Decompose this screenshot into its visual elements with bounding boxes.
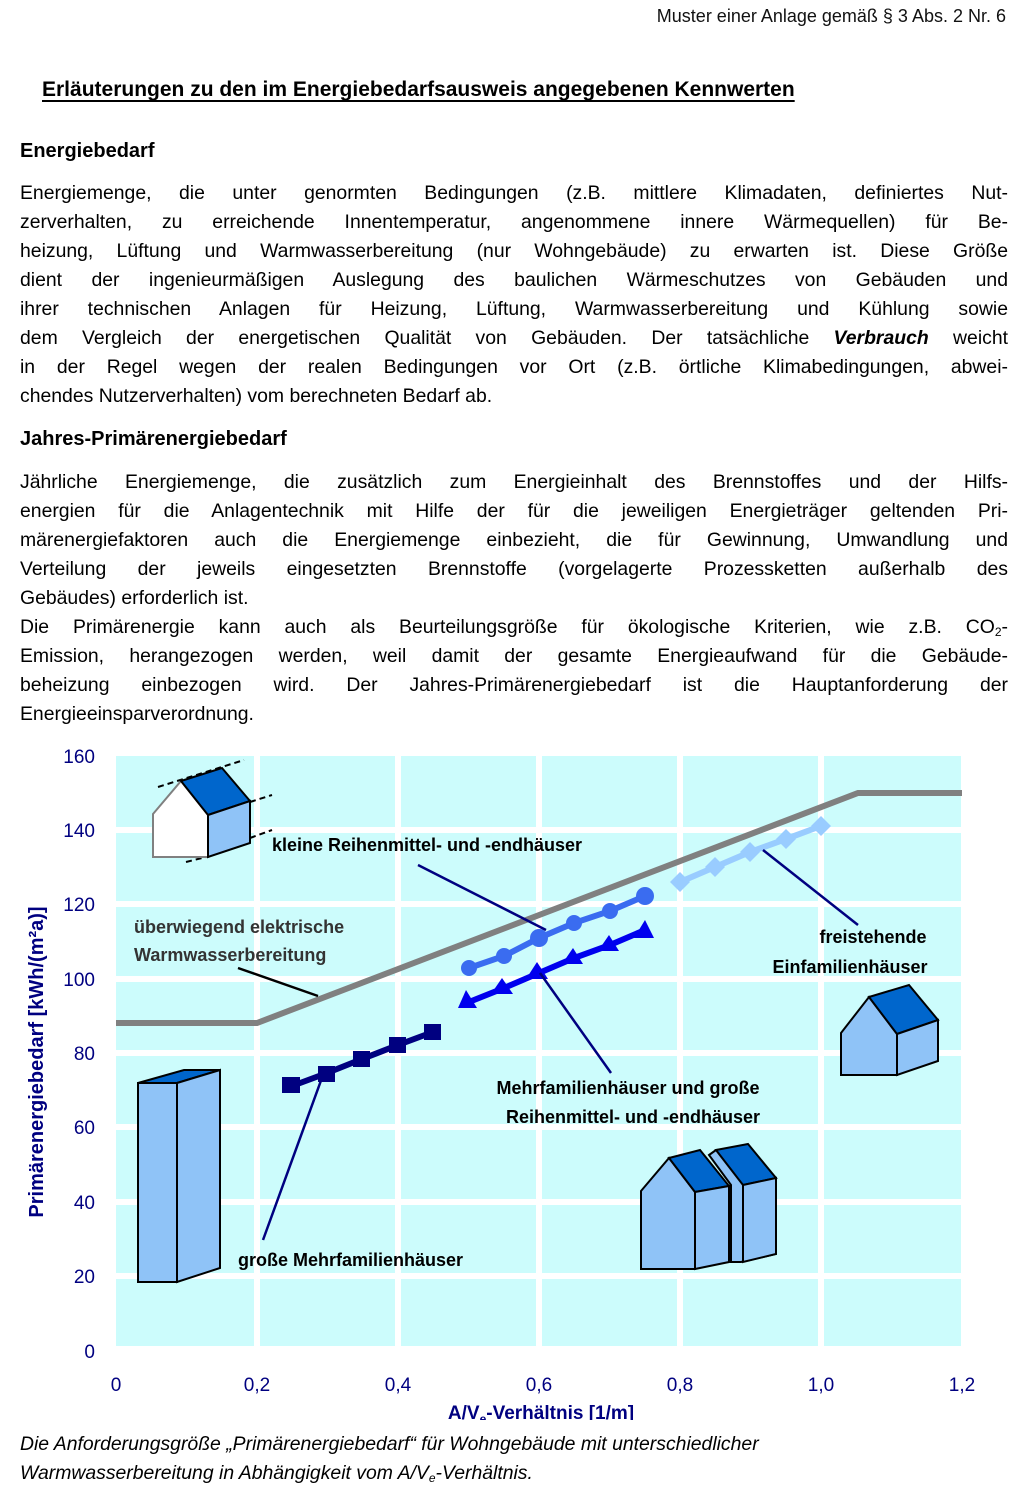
x-tick: 0,4 — [384, 1375, 412, 1396]
text-line-co2 — [20, 613, 1008, 642]
emphasis-verbrauch: Verbrauch — [833, 327, 929, 349]
y-tick: 100 — [63, 970, 95, 991]
x-tick: 0,2 — [243, 1375, 271, 1396]
caption-part: -Verhältnis. — [435, 1462, 533, 1484]
caption-sub: e — [428, 1471, 436, 1485]
text-line: zerverhalten, zu erreichende Innentemperatur, angenommene innere Wärmequellen) für Be- — [20, 211, 1008, 233]
text-segment: weicht — [953, 327, 1008, 349]
label-elektrisch-line1: überwiegend elektrische — [134, 917, 345, 937]
text-segment: dem Vergleich der energetischen Qualität von Gebäuden. Der tatsächliche — [20, 327, 810, 349]
text-line: ihrer technischen Anlagen für Heizung, Lüftung, Warmwasserbereitung und Kühlung sowie — [20, 298, 1008, 320]
y-tick: 20 — [73, 1267, 95, 1288]
page-title: Erläuterungen zu den im Energiebedarfsausweis angegebenen Kennwerten — [42, 78, 795, 101]
x-tick: 0,6 — [525, 1375, 553, 1396]
text-line: Emission, herangezogen werden, weil damit der gesamte Energieaufwand für die Gebäude- — [20, 645, 1008, 667]
x-axis-label — [448, 1403, 634, 1420]
caption-line: Die Anforderungsgröße „Primärenergiebedarf“ für Wohngebäude mit unterschiedlicher — [20, 1433, 759, 1455]
y-axis-label: Primärenergiebedarf [kWh/(m²a)] — [26, 906, 48, 1218]
y-tick: 120 — [63, 895, 95, 916]
text-line: Jährliche Energiemenge, die zusätzlich zum Energieinhalt des Brennstoffes und der Hilfs- — [20, 471, 1008, 493]
x-tick: 1,2 — [948, 1375, 976, 1396]
x-label-part: -Verhältnis [1/m] — [486, 1403, 635, 1420]
y-tick: 0 — [84, 1342, 95, 1363]
caption-line — [20, 1459, 759, 1488]
text-line: märenergiefaktoren auch die Energiemenge einbezieht, die für Gewinnung, Umwandlung und — [20, 529, 1008, 551]
label-elektrisch-line2: Warmwasserbereitung — [134, 945, 327, 965]
text-line: Verteilung der jeweils eingesetzten Brennstoffe (vorgelagerte Prozessketten außerhalb des — [20, 558, 1008, 580]
text-line: Energiemenge, die unter genormten Bedingungen (z.B. mittlere Klimadaten, definiertes Nut- — [20, 182, 1008, 204]
chart-svg — [0, 740, 1012, 1420]
x-axis-ticks — [111, 1375, 976, 1396]
header-note: Muster einer Anlage gemäß § 3 Abs. 2 Nr. 6 — [656, 6, 1006, 26]
caption-part: Warmwasserbereitung in Abhängigkeit vom A/V — [20, 1462, 429, 1484]
x-tick: 0,8 — [666, 1375, 694, 1396]
x-tick: 0 — [110, 1375, 122, 1396]
label-freistehende-line2: Einfamilienhäuser — [772, 957, 928, 977]
text-segment: Die Primärenergie kann auch als Beurteilungsgröße für ökologische Kriterien, wie z.B. CO — [20, 616, 995, 638]
y-tick: 160 — [63, 747, 95, 768]
x-label-sub: e — [479, 1412, 487, 1420]
co2-subscript: 2 — [994, 625, 1002, 639]
paragraph-energiebedarf — [20, 179, 1008, 411]
label-mfh-line2: Reihenmittel- und -endhäuser — [505, 1107, 761, 1127]
x-tick: 1,0 — [807, 1375, 835, 1396]
text-segment: - — [1001, 616, 1008, 638]
primary-energy-chart — [0, 740, 1012, 1420]
text-line-verbrauch — [20, 324, 1008, 353]
y-tick: 60 — [73, 1118, 95, 1139]
figure-caption — [20, 1430, 759, 1488]
y-tick: 40 — [73, 1193, 95, 1214]
section-heading-energiebedarf: Energiebedarf — [20, 140, 155, 162]
text-line: heizung, Lüftung und Warmwasserbereitung (nur Wohngebäude) zu erwarten ist. Diese Größe — [20, 240, 1008, 262]
label-kleine-reihenhaeuser: kleine Reihenmittel- und -endhäuser — [272, 835, 583, 855]
building-icon-tower — [138, 1070, 220, 1282]
label-mfh-line1: Mehrfamilienhäuser und große — [496, 1078, 760, 1098]
y-tick: 80 — [73, 1044, 95, 1065]
x-label-part: A/V — [447, 1403, 480, 1420]
text-line: Gebäudes) erforderlich ist. — [20, 587, 249, 609]
label-freistehende-line1: freistehende — [819, 927, 927, 947]
section-heading-jahres-primaerenergiebedarf: Jahres-Primärenergiebedarf — [20, 428, 287, 450]
paragraph-jahres-primaerenergiebedarf — [20, 468, 1008, 729]
label-grosse-mfh: große Mehrfamilienhäuser — [238, 1250, 464, 1270]
text-line: beheizung einbezogen wird. Der Jahres-Primärenergiebedarf ist die Hauptanforderung der — [20, 674, 1008, 696]
text-line: Energieeinsparverordnung. — [20, 703, 254, 725]
y-axis-ticks — [63, 747, 95, 1363]
y-tick: 140 — [63, 821, 95, 842]
text-line: dient der ingenieurmäßigen Auslegung des baulichen Wärmeschutzes von Gebäuden und — [20, 269, 1008, 291]
text-line: in der Regel wegen der realen Bedingungen vor Ort (z.B. örtliche Klimabedingungen, abwei- — [20, 356, 1008, 378]
text-line: chendes Nutzerverhalten) vom berechneten Bedarf ab. — [20, 385, 493, 407]
text-line: energien für die Anlagentechnik mit Hilfe der für die jeweiligen Energieträger geltenden Pri- — [20, 500, 1008, 522]
